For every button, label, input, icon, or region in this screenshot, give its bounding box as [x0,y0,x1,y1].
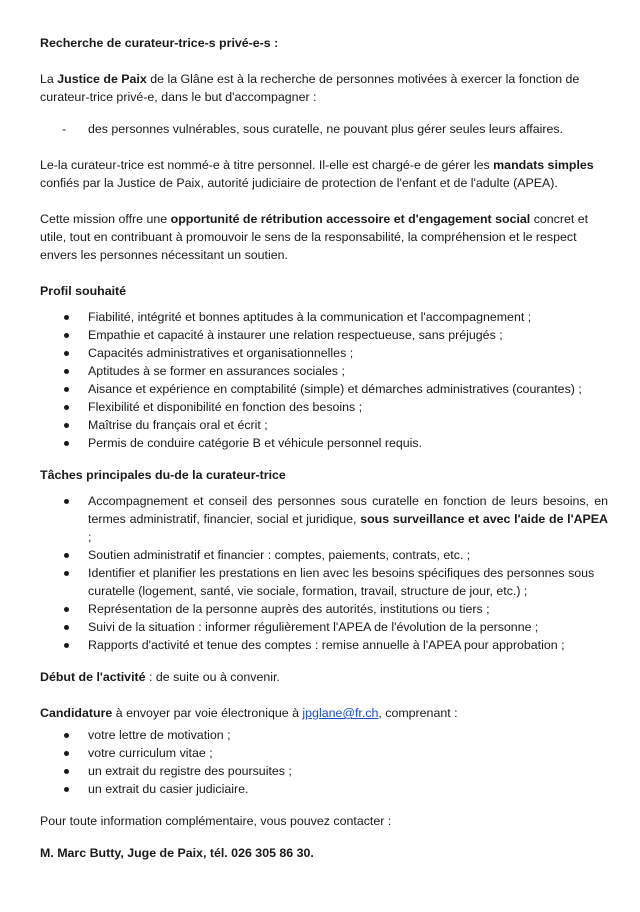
bullet-icon [64,351,69,356]
email-link[interactable]: jpglane@fr.ch [302,706,379,720]
profil-item-text: Maîtrise du français oral et écrit ; [88,418,268,432]
list-item [40,380,608,398]
profil-item-text: Fiabilité, intégrité et bonnes aptitudes à la communication et l'accompagnement ; [88,310,532,324]
list-item [40,416,608,434]
taches-heading: Tâches principales du-de la curateur-trice [40,468,286,482]
taches-item-text: Représentation de la personne auprès des autorités, institutions ou tiers ; [88,602,490,616]
candidature-item-text: votre lettre de motivation ; [88,728,231,742]
profil-list [40,308,608,452]
bullet-icon [64,643,69,648]
candidature-pre: à envoyer par voie électronique à [112,706,303,720]
contact-paragraph: Pour toute information complémentaire, vous pouvez contacter : [40,814,392,828]
candidature-item-text: votre curriculum vitae ; [88,746,213,760]
list-item [40,726,608,744]
taches-item-text: Suivi de la situation : informer régulièrement l'APEA de l'évolution de la personne ; [88,620,539,634]
list-item [40,308,608,326]
para2-pre: Le-la curateur-trice est nommé-e à titre personnel. Il-elle est chargé-e de gérer les [40,158,494,172]
list-item [40,636,608,654]
para2-bold: mandats simples [493,158,594,172]
list-item [40,762,608,780]
candidature-paragraph [40,704,608,722]
list-item [40,492,608,546]
profil-item-text: Permis de conduire catégorie B et véhicule personnel requis. [88,436,423,450]
bullet-icon [64,499,69,504]
list-item [40,564,608,600]
debut-paragraph [40,668,608,686]
debut-text: : de suite ou à convenir. [145,670,280,684]
document [40,34,608,862]
list-item [40,600,608,618]
para3-post: concret et utile, tout en contribuant à promouvoir le sens de la responsabilité, la compréhension et le respect envers les personnes nécessitant un soutien. [40,212,589,262]
bullet-icon [64,369,69,374]
bullet-icon [64,625,69,630]
dash-item-text: des personnes vulnérables, sous curatelle, ne pouvant plus gérer seules leurs affaires. [88,122,564,136]
candidature-post: , comprenant : [378,706,458,720]
bullet-icon [64,733,69,738]
bullet-icon [64,423,69,428]
profil-item-text: Flexibilité et disponibilité en fonction des besoins ; [88,400,363,414]
taches-first-bold: sous surveillance et avec l'aide de l'APEA [360,512,608,526]
candidature-item-text: un extrait du casier judiciaire. [88,782,249,796]
list-item [40,546,608,564]
signature: M. Marc Butty, Juge de Paix, tél. 026 305 86 30. [40,846,314,860]
intro-text-pre: La [40,72,58,86]
list-item [40,398,608,416]
taches-list [40,492,608,654]
intro-text-post: de la Glâne est à la recherche de personnes motivées à exercer la fonction de curateur-trice privé-e, dans le but d'accompagner : [40,72,580,104]
taches-first-post: ; [88,530,92,544]
taches-item-text: Soutien administratif et financier : comptes, paiements, contrats, etc. ; [88,548,471,562]
list-item [40,780,608,798]
intro-paragraph [40,70,608,106]
para3-pre: Cette mission offre une [40,212,171,226]
profil-item-text: Aisance et expérience en comptabilité (simple) et démarches administratives (courantes) ; [88,382,582,396]
list-item [40,744,608,762]
bullet-icon [64,769,69,774]
taches-item-text: Rapports d'activité et tenue des comptes : remise annuelle à l'APEA pour approbation ; [88,638,565,652]
candidature-bold: Candidature [40,706,113,720]
profil-item-text: Empathie et capacité à instaurer une relation respectueuse, sans préjugés ; [88,328,503,342]
candidature-item-text: un extrait du registre des poursuites ; [88,764,292,778]
bullet-icon [64,387,69,392]
list-item [40,618,608,636]
debut-bold: Début de l'activité [40,670,146,684]
list-item [40,434,608,452]
bullet-icon [64,315,69,320]
bullet-icon [64,571,69,576]
bullet-icon [64,553,69,558]
bullet-icon [64,787,69,792]
mission-paragraph [40,210,608,264]
taches-first-pre: Accompagnement et conseil des personnes sous curatelle en fonction de leurs besoins, en termes administratif, financier, social et juridique, [88,494,608,526]
profil-item-text: Aptitudes à se former en assurances sociales ; [88,364,345,378]
bullet-icon [64,607,69,612]
intro-bold: Justice de Paix [57,72,147,86]
bullet-icon [64,405,69,410]
dash-marker: - [62,122,67,136]
list-item [40,344,608,362]
list-item [40,362,608,380]
profil-heading: Profil souhaité [40,284,127,298]
para3-bold: opportunité de rétribution accessoire et d'engagement social [170,212,531,226]
para2-post: confiés par la Justice de Paix, autorité judiciaire de protection de l'enfant et de l'adulte (APEA). [40,176,558,190]
bullet-icon [64,751,69,756]
bullet-icon [64,333,69,338]
document-title: Recherche de curateur-trice-s privé-e-s : [40,36,279,50]
list-item [40,326,608,344]
profil-item-text: Capacités administratives et organisationnelles ; [88,346,354,360]
bullet-icon [64,441,69,446]
taches-item-text: Identifier et planifier les prestations en lien avec les besoins spécifiques des personnes sous curatelle (logement, santé, vie sociale, formation, travail, structure de jour, etc.) ; [88,566,595,598]
candidature-list [40,726,608,798]
curator-role-paragraph [40,156,608,192]
dash-list-item [40,120,608,138]
